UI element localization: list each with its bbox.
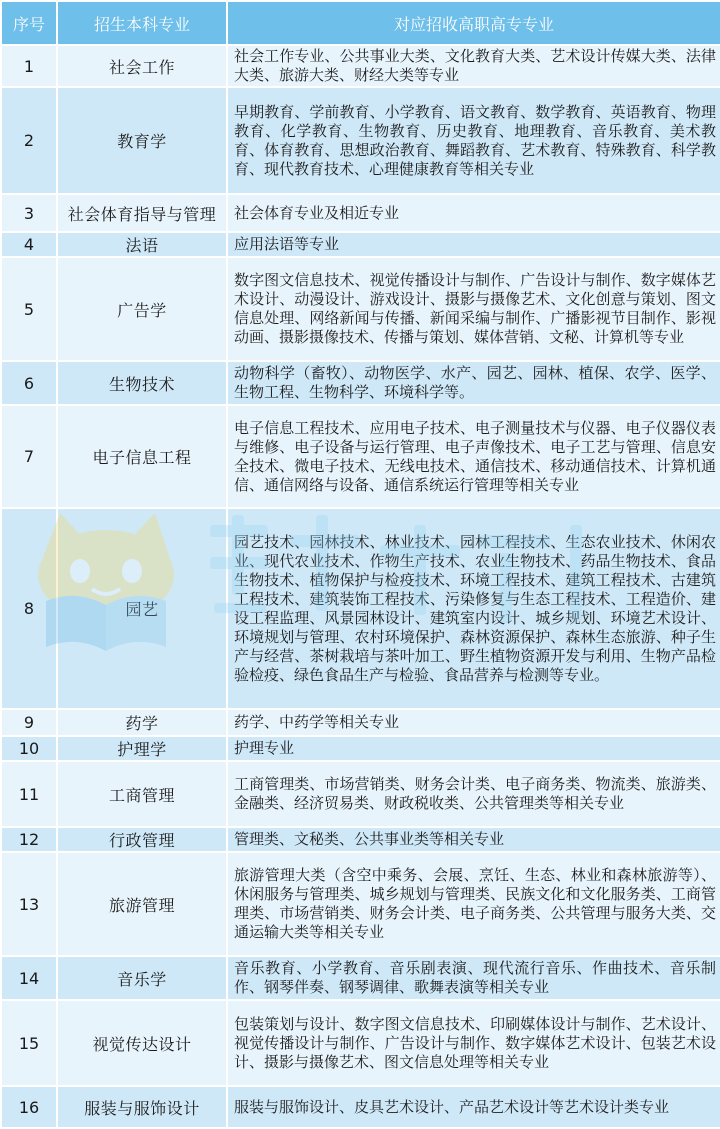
- row-number: 13: [1, 852, 57, 956]
- table-row: [1, 827, 720, 852]
- header-vocational-majors: 对应招收高职高专专业: [227, 1, 720, 45]
- table-row: [1, 709, 720, 736]
- row-number: 2: [1, 87, 57, 194]
- table-row: [1, 852, 720, 956]
- row-number: 10: [1, 736, 57, 761]
- row-targets: 护理专业: [227, 736, 720, 761]
- table-row: [1, 194, 720, 232]
- table-row: [1, 508, 720, 709]
- row-major: 旅游管理: [57, 852, 227, 956]
- row-number: 14: [1, 956, 57, 1000]
- table-row: [1, 257, 720, 361]
- row-targets: 包装策划与设计、数字图文信息技术、印刷媒体设计与制作、艺术设计、视觉传播设计与制作、广告设计与制作、数字媒体艺术设计、包装艺术设计、摄影与摄像艺术、图文信息处理等相关专业: [227, 1000, 720, 1086]
- row-targets: 应用法语等专业: [227, 232, 720, 257]
- row-number: 8: [1, 508, 57, 709]
- row-targets: 管理类、文秘类、公共事业类等相关专业: [227, 827, 720, 852]
- table-row: [1, 45, 720, 87]
- row-major: 工商管理: [57, 761, 227, 827]
- table-row: [1, 956, 720, 1000]
- table-row: [1, 87, 720, 194]
- row-major: 电子信息工程: [57, 405, 227, 508]
- row-major: 行政管理: [57, 827, 227, 852]
- row-number: 12: [1, 827, 57, 852]
- row-targets: 社会体育专业及相近专业: [227, 194, 720, 232]
- row-major: 教育学: [57, 87, 227, 194]
- header-undergrad-major: 招生本科专业: [57, 1, 227, 45]
- row-targets: 电子信息工程技术、应用电子技术、电子测量技术与仪器、电子仪器仪表与维修、电子设备与运行管理、电子声像技术、电子工艺与管理、信息安全技术、微电子技术、无线电技术、通信技术、移动通信技术、计算机通信、通信网络与设备、通信系统运行管理等相关专业: [227, 405, 720, 508]
- row-major: 护理学: [57, 736, 227, 761]
- row-number: 15: [1, 1000, 57, 1086]
- row-major: 生物技术: [57, 361, 227, 405]
- table-row: [1, 736, 720, 761]
- row-number: 16: [1, 1086, 57, 1128]
- row-number: 3: [1, 194, 57, 232]
- row-targets: 社会工作专业、公共事业大类、文化教育大类、艺术设计传媒大类、法律大类、旅游大类、财经大类等专业: [227, 45, 720, 87]
- row-number: 11: [1, 761, 57, 827]
- row-targets: 早期教育、学前教育、小学教育、语文教育、数学教育、英语教育、物理教育、化学教育、生物教育、历史教育、地理教育、音乐教育、美术教育、体育教育、思想政治教育、舞蹈教育、艺术教育、特殊教育、科学教育、现代教育技术、心理健康教育等相关专业: [227, 87, 720, 194]
- row-major: 音乐学: [57, 956, 227, 1000]
- row-targets: 旅游管理大类（含空中乘务、会展、烹饪、生态、林业和森林旅游等）、休闲服务与管理类、城乡规划与管理类、民族文化和文化服务类、工商管理类、市场营销类、财务会计类、电子商务类、公共管理与服务大类、交通运输大类等相关专业: [227, 852, 720, 956]
- row-number: 4: [1, 232, 57, 257]
- row-targets: 服装与服饰设计、皮具艺术设计、产品艺术设计等艺术设计类专业: [227, 1086, 720, 1128]
- row-targets: 药学、中药学等相关专业: [227, 709, 720, 736]
- row-major: 园艺: [57, 508, 227, 709]
- row-major: 视觉传达设计: [57, 1000, 227, 1086]
- table-row: [1, 1000, 720, 1086]
- row-targets: 数字图文信息技术、视觉传播设计与制作、广告设计与制作、数字媒体艺术设计、动漫设计、游戏设计、摄影与摄像艺术、文化创意与策划、图文信息处理、网络新闻与传播、新闻采编与制作、广播影视节目制作、影视动画、摄影摄像技术、传播与策划、媒体营销、文秘、计算机等专业: [227, 257, 720, 361]
- row-major: 服装与服饰设计: [57, 1086, 227, 1128]
- row-number: 7: [1, 405, 57, 508]
- row-targets: 工商管理类、市场营销类、财务会计类、电子商务类、物流类、旅游类、金融类、经济贸易类、财政税收类、公共管理类等相关专业: [227, 761, 720, 827]
- row-major: 法语: [57, 232, 227, 257]
- header-serial: 序号: [1, 1, 57, 45]
- row-targets: 动物科学（畜牧）、动物医学、水产、园艺、园林、植保、农学、医学、生物工程、生物科学、环境科学等。: [227, 361, 720, 405]
- table-row: [1, 405, 720, 508]
- row-number: 1: [1, 45, 57, 87]
- table-row: [1, 761, 720, 827]
- row-number: 6: [1, 361, 57, 405]
- table-row: [1, 1086, 720, 1128]
- row-major: 药学: [57, 709, 227, 736]
- row-major: 广告学: [57, 257, 227, 361]
- row-number: 9: [1, 709, 57, 736]
- row-major: 社会体育指导与管理: [57, 194, 227, 232]
- header-row: [1, 1, 720, 45]
- table-row: [1, 361, 720, 405]
- table-row: [1, 232, 720, 257]
- row-number: 5: [1, 257, 57, 361]
- row-targets: 园艺技术、园林技术、林业技术、园林工程技术、生态农业技术、休闲农业、现代农业技术、作物生产技术、农业生物技术、药品生物技术、食品生物技术、植物保护与检疫技术、环境工程技术、建筑工程技术、古建筑工程技术、建筑装饰工程技术、污染修复与生态工程技术、工程造价、建设工程监理、风景园林设计、建筑室内设计、城乡规划、环境艺术设计、环境规划与管理、农村环境保护、森林资源保护、森林生态旅游、种子生产与经营、茶树栽培与茶叶加工、野生植物资源开发与利用、生物产品检验检疫、绿色食品生产与检验、食品营养与检测等专业。: [227, 508, 720, 709]
- row-targets: 音乐教育、小学教育、音乐剧表演、现代流行音乐、作曲技术、音乐制作、钢琴伴奏、钢琴调律、歌舞表演等相关专业: [227, 956, 720, 1000]
- row-major: 社会工作: [57, 45, 227, 87]
